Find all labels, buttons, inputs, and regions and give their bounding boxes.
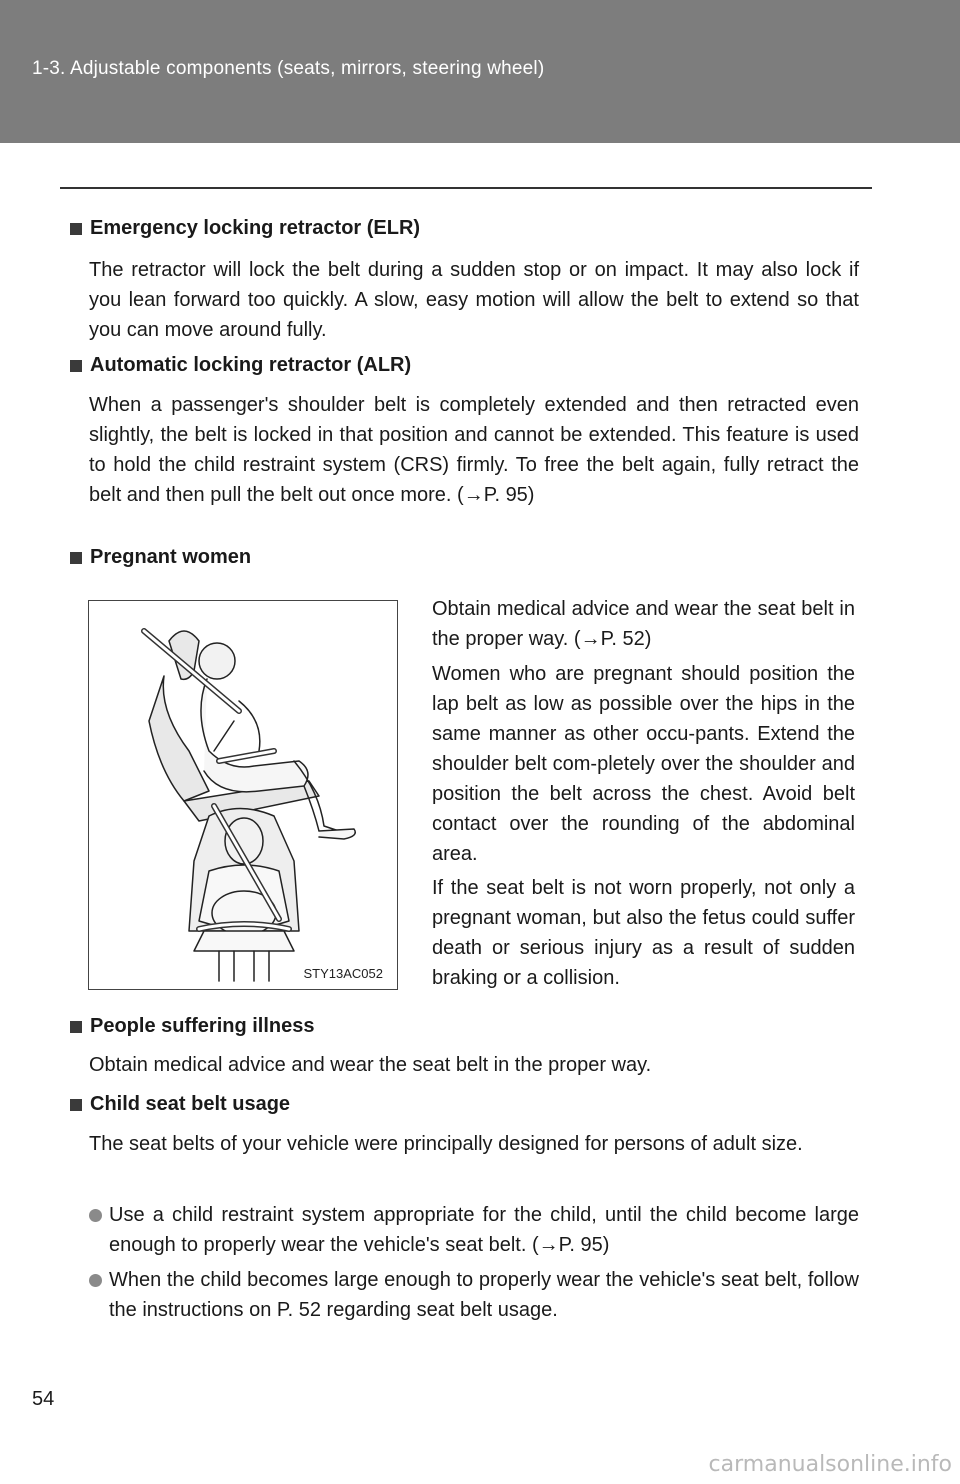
- pregnant-woman-seatbelt-icon: [89, 601, 396, 988]
- square-bullet-icon: [70, 1021, 82, 1033]
- paragraph-alr: When a passenger's shoulder belt is completely extended and then retracted even slightly, the belt is locked in that position and cannot be extended. This feature is used to hold the child restraint system (CRS) firmly. To free the belt again, fully retract the belt and then pull the belt out once more. (→P. 95): [89, 394, 859, 506]
- paragraph-pregnant-3: If the seat belt is not worn properly, not only a pregnant woman, but also the fetus could suffer death or serious injury as a result of sudden braking or a collision.: [432, 877, 855, 989]
- divider: [60, 187, 872, 189]
- heading-elr: Emergency locking retractor (ELR): [70, 217, 420, 240]
- square-bullet-icon: [70, 360, 82, 372]
- heading-pregnant: Pregnant women: [70, 546, 251, 569]
- square-bullet-icon: [70, 552, 82, 564]
- pregnant-seatbelt-illustration: [88, 600, 398, 990]
- circle-bullet-icon: [89, 1209, 102, 1222]
- paragraph-pregnant-2: Women who are pregnant should position the lap belt as low as possible over the hips in the same manner as other occu-pants. Extend the shoulder belt com-pletely over the shoulder and position the belt across the chest. Avoid belt contact over the rounding of the abdominal area.: [432, 663, 855, 865]
- square-bullet-icon: [70, 223, 82, 235]
- circle-bullet-icon: [89, 1274, 102, 1287]
- paragraph-child: The seat belts of your vehicle were principally designed for persons of adult size.: [89, 1133, 803, 1155]
- list-item: Use a child restraint system appropriate for the child, until the child become large enough to properly wear the vehicle's seat belt. (→P. 95): [89, 1200, 859, 1260]
- heading-alr: Automatic locking retractor (ALR): [70, 354, 411, 377]
- heading-child: Child seat belt usage: [70, 1093, 290, 1116]
- page-header: [0, 0, 960, 143]
- page-number: 54: [32, 1388, 55, 1410]
- section-title: 1-3. Adjustable components (seats, mirrors, steering wheel): [32, 58, 545, 79]
- paragraph-pregnant-1: Obtain medical advice and wear the seat belt in the proper way. (→P. 52): [432, 598, 855, 650]
- list-item: When the child becomes large enough to properly wear the vehicle's seat belt, follow the instructions on P. 52 regarding seat belt usage.: [89, 1265, 859, 1325]
- figure-label: STY13AC052: [303, 966, 383, 981]
- paragraph-illness: Obtain medical advice and wear the seat belt in the proper way.: [89, 1054, 652, 1076]
- paragraph-elr: The retractor will lock the belt during a sudden stop or on impact. It may also lock if you lean forward too quickly. A slow, easy motion will allow the belt to extend so that you can move around fully.: [89, 259, 859, 341]
- square-bullet-icon: [70, 1099, 82, 1111]
- heading-illness: People suffering illness: [70, 1015, 315, 1038]
- watermark: carmanualsonline.info: [708, 1452, 952, 1477]
